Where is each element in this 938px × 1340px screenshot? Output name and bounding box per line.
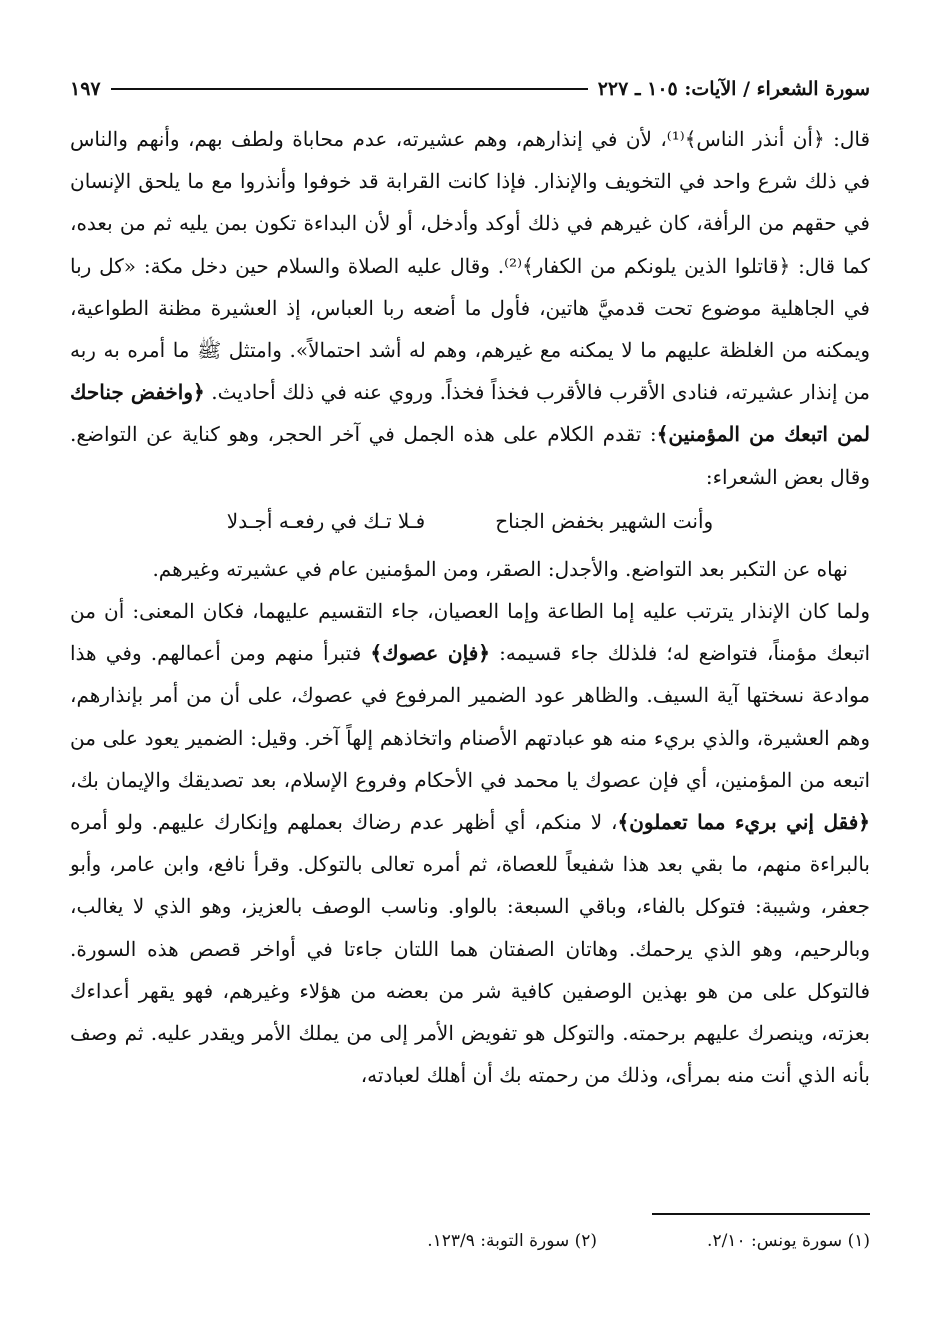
quran-quote: ﴿فإن عصوك﴾: [370, 641, 490, 666]
quran-quote: ﴿واخفض جناحك لمن اتبعك من المؤمنين﴾: [70, 380, 871, 447]
paragraph: [70, 118, 870, 498]
poetry-verse: [70, 498, 870, 548]
main-text: [70, 118, 870, 1096]
text-run: ﴿أن أنذر الناس﴾: [684, 127, 825, 151]
header-rule: [111, 88, 588, 90]
page-header: [70, 72, 870, 106]
footnotes: [260, 1228, 870, 1254]
text-run: ⁽²⁾. وقال عليه الصلاة والسلام حين دخل مكة: «كل ربا في الجاهلية موضوع تحت قدميَّ هاتين، فأول ما أضعه ربا العباس، إذ العشيرة مظنة الطواعية، ويمكنه من الغلظة عليهم ما لا يمكنه مع غيرهم، وهم له أشد احتمالاً». وامتثل ﷺ ما أمره به ربه من إنذار عشيرته، فنادى الأقرب فالأقرب فخذاً فخذاً. وروي عنه في ذلك أحاديث.: [70, 253, 871, 405]
text-run: قال:: [824, 127, 871, 151]
paragraph: [70, 590, 870, 1096]
text-run: نهاه عن التكبر بعد التواضع. والأجدل: الصقر، ومن المؤمنين عام في عشيرته وغيرهم.: [152, 556, 848, 581]
text-run: ، لا منكم، أي أظهر عدم رضاك بعملهم وإنكارك عليهم. ولو أمره بالبراءة منهم، ما بقي بعد هذا شفيعاً للعصاة، ثم أمره تعالى بالتوكل. وقرأ نافع، وابن عامر، وأبو جعفر، وشيبة: فتوكل بالفاء، وباقي السبعة: بالواو. وناسب الوصف بالعزيز، وهو الذي لا يغالب، وبالرحيم، وهو الذي يرحمك. وهاتان الصفتان هما اللتان جاءتا في أواخر قصص هذه السورة. فالتوكل على من هو بهذين الوصفين كافية شر من بعضه من هؤلاء وغيرهم، فهو يقهر أعداءك بعزته، وينصرك عليهم برحمته. والتوكل هو تفويض الأمر إلى من يملك الأمر ويقدر عليه. ثم وصف بأنه الذي أنت منه بمرأى، وذلك من رحمته بك أن أهلك لعبادته،: [70, 810, 870, 1088]
footnote-1: (١) سورة يونس: ٢/١٠.: [707, 1231, 870, 1251]
text-run: : تقدم الكلام على هذه الجمل في آخر الحجر، وهو كناية عن التواضع. وقال بعض الشعراء:: [70, 422, 870, 489]
header-title: سورة الشعراء / الآيات: ١٠٥ ـ ٢٢٧: [597, 78, 870, 100]
paragraph: [70, 548, 870, 590]
quran-quote: ﴿فقل إني بريء مما تعملون﴾: [617, 810, 870, 835]
text-run: فتبرأ منهم ومن أعمالهم. وفي هذا موادعة نسختها آية السيف. والظاهر عود الضمير المرفوع في عصوك، على أن من أمر بإنذارهم، وهم العشيرة، والذي بريء منه هو عبادتهم الأصنام واتخاذهم إلهاً آخر. وقيل: الضمير يعود على من اتبعه من المؤمنين، أي فإن عصوك يا محمد في الأحكام وفروع الإسلام، بعد تصديقك والإيمان بك،: [70, 641, 870, 792]
page-number: ١٩٧: [70, 78, 101, 100]
text-run: ولما كان الإنذار يترتب عليه إما الطاعة وإما العصيان، جاء التقسيم عليهما، فكان المعنى: أن من اتبعك مؤمناً، فتواضع له؛ فلذلك جاء قسيمه:: [70, 599, 870, 666]
text-run: ⁽¹⁾، لأن في إنذارهم، وهم عشيرته، عدم محاباة ولطف بهم، وأنهم والناس في ذلك شرع واحد في التخويف والإنذار. فإذا كانت القرابة قد خوفوا وأنذروا مع ما يلحق الإنسان في حقهم من الرأفة، كان غيرهم في ذلك أوكد وأدخل، أو لأن البداءة تكون بمن يليه ثم من بعده، كما قال:: [70, 127, 870, 278]
text-run: ﴿قاتلوا الذين يلونكم من الكفار﴾: [522, 253, 791, 278]
verse-first-hemistich: وأنت الشهير بخفض الجناح: [495, 508, 714, 533]
footnote-2: (٢) سورة التوبة: ١٢٣/٩.: [427, 1231, 598, 1251]
verse-second-hemistich: فـلا تـك في رفعـه أجـدلا: [226, 508, 426, 533]
footnote-rule: [652, 1213, 870, 1215]
